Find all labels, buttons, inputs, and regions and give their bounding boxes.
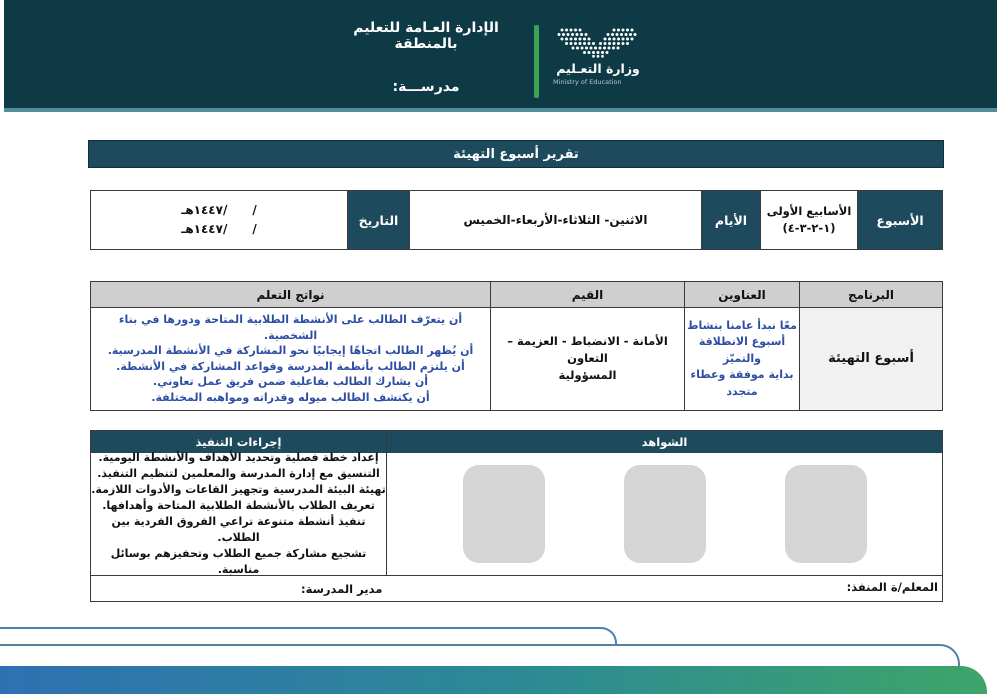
evidence-table [90, 430, 943, 602]
evidence-column-header: الشواهد [386, 431, 942, 453]
procedure-line-1: إعداد خطة فصلية وتحديد الأهداف والأنشطة اليومية. [98, 451, 379, 465]
ministry-logo [550, 27, 646, 86]
ministry-name-english: Ministry of Education [553, 78, 622, 86]
days-value-cell: الاثنين- الثلاثاء-الأربعاء-الخميس [409, 191, 701, 249]
logo-divider-bar [534, 25, 539, 98]
date-header-cell: التاريخ [347, 191, 409, 249]
titles-line-3: بداية موفقة وعطاء متجدد [690, 368, 794, 398]
procedures-cell [91, 453, 386, 575]
outcomes-value-cell [91, 308, 490, 410]
week-header-cell: الأسبوع [857, 191, 942, 249]
values-line-1: الأمانة - الانضباط - العزيمة – التعاون [507, 333, 668, 366]
values-value-cell [490, 308, 684, 410]
ministry-name-arabic: وزارة التعـليم [556, 61, 640, 76]
titles-line-2: أسبوع الانطلاقة والتميّز [698, 335, 786, 365]
titles-value-cell [684, 308, 799, 410]
evidence-photos-cell [386, 453, 942, 575]
evidence-photo-placeholder-3 [463, 465, 545, 563]
date-line-2: / /١٤٤٧هـ [181, 222, 257, 236]
school-name-label: مدرســـة: [392, 79, 460, 95]
week-value-cell [760, 191, 857, 249]
outcome-line-4: أن يشارك الطالب بفاعلية ضمن فريق عمل تعاوني. [152, 375, 429, 389]
procedure-line-4: تعريف الطلاب بالأنشطة الطلابية المتاحة وأهدافها. [102, 499, 375, 513]
procedure-line-2: التنسيق مع إدارة المدرسة والمعلمين لتنظيم التنفيذ. [97, 467, 380, 481]
ministry-emblem-icon [555, 27, 641, 58]
report-title-bar [88, 140, 944, 168]
titles-column-header: العناوين [684, 282, 799, 307]
outcome-line-5: أن يكتشف الطالب ميوله وقدراته ومواهبه المختلفة. [151, 391, 430, 405]
outcome-line-1: أن يتعرّف الطالب على الأنشطة الطلابية المتاحة ودورها في بناء الشخصية. [118, 313, 463, 342]
procedures-column-header: إجراءات التنفيذ [195, 435, 282, 449]
procedure-line-6: تشجيع مشاركة جميع الطلاب وتحفيزهم بوسائل مناسبة. [110, 546, 367, 576]
outcomes-lines [91, 308, 490, 410]
decorative-gradient-band [0, 666, 987, 694]
teacher-signature-label: المعلم/ة المنفذ: [846, 580, 938, 594]
signatures-row [91, 575, 942, 601]
date-line-1: / /١٤٤٧هـ [181, 202, 257, 217]
program-value-cell: أسبوع التهيئة [799, 308, 942, 410]
program-column-header: البرنامج [799, 282, 942, 307]
org-block [326, 20, 526, 95]
date-value-cell [91, 191, 347, 249]
procedure-line-5: تنفيذ أنشطة متنوعة تراعي الفروق الفردية بين الطلاب. [111, 515, 366, 544]
titles-line-1: معًا نبدأ عامنا بنشاط [687, 318, 797, 332]
week-info-table [90, 190, 943, 250]
header-band [4, 0, 997, 112]
values-column-header: القيم [490, 282, 684, 307]
principal-signature-label: مدير المدرسة: [301, 582, 383, 596]
week-value-line2: (١-٢-٣-٤) [782, 221, 836, 235]
org-title: الإدارة العـامة للتعليم بالمنطقة [353, 20, 499, 52]
decorative-curve-line-1 [0, 627, 617, 645]
week-value-line1: الأسابيع الأولى [766, 203, 852, 218]
evidence-photo-placeholder-2 [624, 465, 706, 563]
procedure-line-3: تهيئة البيئة المدرسية وتجهيز القاعات والأدوات اللازمة. [91, 483, 386, 497]
program-table [90, 281, 943, 411]
values-line-2: المسؤولية [558, 368, 617, 383]
outcomes-column-header: نواتج التعلم [256, 287, 325, 302]
days-header-cell: الأيام [701, 191, 760, 249]
decorative-curve-line-2 [0, 644, 960, 668]
report-title: تقرير أسبوع التهيئة [453, 146, 579, 162]
outcome-line-3: أن يلتزم الطالب بأنظمة المدرسة وقواعد المشاركة في الأنشطة. [116, 359, 465, 373]
evidence-photo-placeholder-1 [785, 465, 867, 563]
outcome-line-2: أن يُظهر الطالب اتجاهًا إيجابيًا نحو المشاركة في الأنشطة المدرسية. [107, 344, 474, 358]
